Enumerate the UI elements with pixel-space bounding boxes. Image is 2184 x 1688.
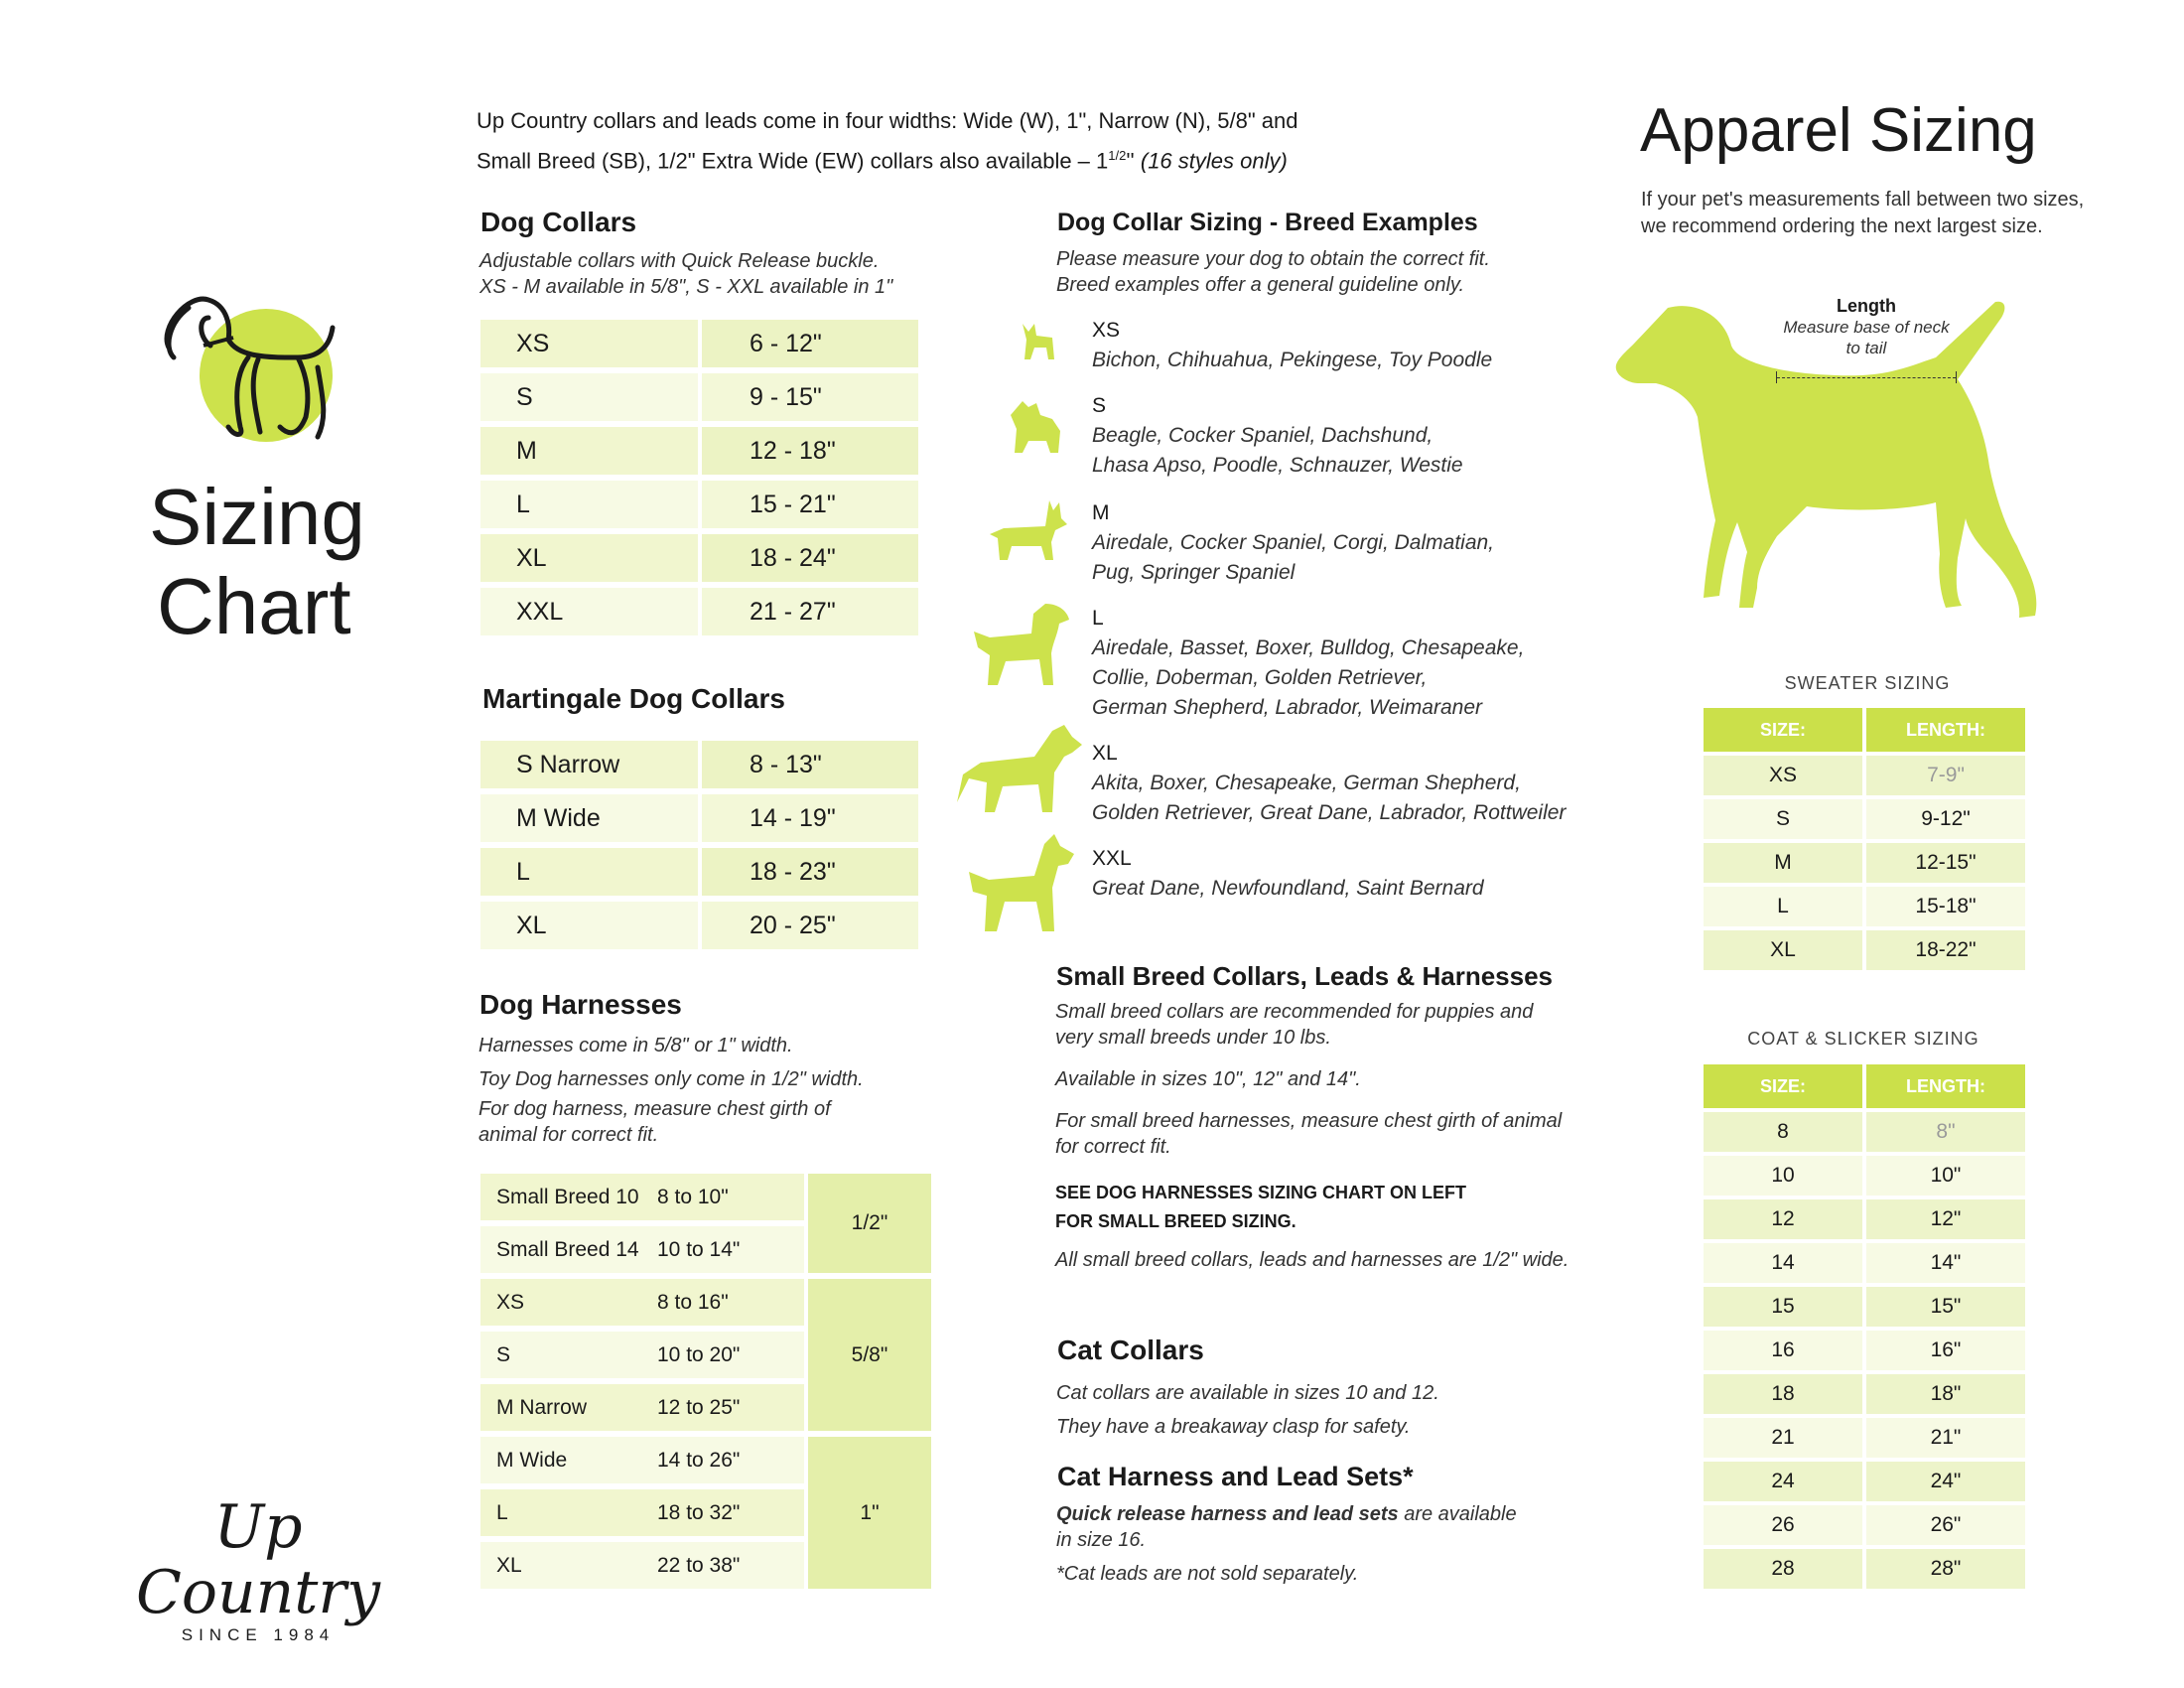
table-row: 8 8"	[1704, 1112, 2025, 1152]
breed-item-l: L Airedale, Basset, Boxer, Bulldog, Chesapeake, Collie, Doberman, Golden Retriever, German Shepherd, Labrador, Weimaraner	[1092, 607, 1525, 719]
breed-examples-note: Please measure your dog to obtain the correct fit. Breed examples offer a general guideline only.	[1056, 248, 1490, 296]
table-row: S 9 - 15"	[480, 373, 918, 421]
logo-name: Up Country	[135, 1492, 380, 1627]
dog-s-icon	[1003, 395, 1072, 457]
table-row: L 15-18"	[1704, 887, 2025, 926]
dog-xl-icon	[955, 723, 1084, 818]
small-breed-title: Small Breed Collars, Leads & Harnesses	[1056, 961, 1554, 991]
dog-xxl-icon	[965, 832, 1079, 935]
apparel-title: Apparel Sizing	[1640, 96, 2037, 165]
table-row: 24 24"	[1704, 1462, 2025, 1501]
chart-word: Chart	[157, 562, 351, 650]
table-row: L 15 - 21"	[480, 481, 918, 528]
table-row: XS 8 to 16" 5/8"	[480, 1279, 931, 1326]
length-tick-right	[1956, 371, 1957, 383]
table-row: 15 15"	[1704, 1287, 2025, 1327]
table-row: S 9-12"	[1704, 799, 2025, 839]
table-row: M 12-15"	[1704, 843, 2025, 883]
table-row: M Wide 14 to 26" 1"	[480, 1437, 931, 1483]
table-row: M 12 - 18"	[480, 427, 918, 475]
table-row: L 18 to 32"	[480, 1489, 931, 1536]
up-country-logo	[89, 1494, 427, 1645]
intro-text	[477, 103, 1449, 178]
dog-collars-note: Adjustable collars with Quick Release buckle. XS - M available in 5/8", S - XXL available in 1"	[479, 250, 893, 298]
table-row: S 10 to 20"	[480, 1332, 931, 1378]
harnesses-title: Dog Harnesses	[479, 989, 682, 1020]
small-breed-text: Small breed collars are recommended for puppies and very small breeds under 10 lbs. Available in sizes 10", 12" and 14". For small breed harnesses, measure chest girth of animal for correct fit. SEE DOG HARNESSES SIZING CHART ON LEFT FOR SMALL BREED SIZING. All small breed collars, leads and harnesses are 1/2" wide.	[1055, 1001, 1570, 1271]
width-one-inch: 1"	[804, 1437, 931, 1589]
table-row: L 18 - 23"	[480, 848, 918, 896]
harnesses-table	[480, 1168, 931, 1595]
table-row: 21 21"	[1704, 1418, 2025, 1458]
dog-collars-table	[480, 314, 918, 641]
martingale-table	[480, 735, 918, 955]
breed-item-xs: XS Bichon, Chihuahua, Pekingese, Toy Poodle	[1092, 319, 1493, 371]
table-row: XL 22 to 38"	[480, 1542, 931, 1589]
breed-item-m: M Airedale, Cocker Spaniel, Corgi, Dalmatian, Pug, Springer Spaniel	[1092, 501, 1495, 584]
intro-line-2: Small Breed (SB), 1/2" Extra Wide (EW) collars also available – $1^{1/2}''$ (16 styles only)	[477, 148, 1288, 174]
cat-collars-text: Cat collars are available in sizes 10 and 12. They have a breakaway clasp for safety.	[1056, 1382, 1439, 1438]
martingale-title: Martingale Dog Collars	[482, 683, 785, 714]
sizing-word: Sizing	[149, 473, 365, 561]
dog-xs-icon	[1013, 316, 1062, 365]
table-row: Small Breed 10 8 to 10" 1/2"	[480, 1174, 931, 1220]
coat-table: SIZE: LENGTH: 8 8" 10 10" 12 12" 14 14" 15 15" 16 16" 18 18" 21 21" 24 24" 26 26" 28 28"	[1704, 1060, 2025, 1593]
cat-harness-text: Quick release harness and lead sets are available in size 16. *Cat leads are not sold separately.	[1056, 1503, 1517, 1585]
table-row: 28 28"	[1704, 1549, 2025, 1589]
table-row: M Narrow 12 to 25"	[480, 1384, 931, 1431]
breed-examples-title: Dog Collar Sizing - Breed Examples	[1057, 209, 1478, 236]
sizing-chart-title	[149, 473, 365, 651]
table-row: XS 6 - 12"	[480, 320, 918, 367]
dog-line-icon	[149, 288, 347, 457]
apparel-note: If your pet's measurements fall between two sizes, we recommend ordering the next largest size.	[1641, 189, 2085, 237]
length-measure-line	[1777, 377, 1956, 378]
table-row: 16 16"	[1704, 1331, 2025, 1370]
table-row: XXL 21 - 27"	[480, 588, 918, 635]
length-tick-left	[1776, 371, 1777, 383]
table-row: Small Breed 14 10 to 14"	[480, 1226, 931, 1273]
cat-harness-title: Cat Harness and Lead Sets*	[1057, 1462, 1414, 1491]
table-row: M Wide 14 - 19"	[480, 794, 918, 842]
length-label: Length	[1837, 296, 1896, 316]
coat-title: COAT & SLICKER SIZING	[1747, 1029, 1979, 1049]
logo-since: SINCE 1984	[181, 1625, 336, 1644]
length-annotation: Length Measure base of neck to tail	[1747, 296, 1985, 358]
table-row: XL 18-22"	[1704, 930, 2025, 970]
sweater-table: SIZE: LENGTH: XS 7-9" S 9-12" M 12-15" L 15-18" XL 18-22"	[1704, 704, 2025, 974]
breed-item-s: S Beagle, Cocker Spaniel, Dachshund, Lhasa Apso, Poodle, Schnauzer, Westie	[1092, 394, 1463, 477]
width-half: 1/2"	[804, 1174, 931, 1273]
table-row: XS 7-9"	[1704, 756, 2025, 795]
table-row: 10 10"	[1704, 1156, 2025, 1196]
dog-l-icon	[968, 602, 1072, 691]
table-row: 26 26"	[1704, 1505, 2025, 1545]
table-row: S Narrow 8 - 13"	[480, 741, 918, 788]
table-row: 14 14"	[1704, 1243, 2025, 1283]
sweater-title: SWEATER SIZING	[1784, 673, 1951, 693]
table-row: 12 12"	[1704, 1199, 2025, 1239]
width-five-eighths: 5/8"	[804, 1279, 931, 1431]
breed-item-xxl: XXL Great Dane, Newfoundland, Saint Bernard	[1092, 847, 1484, 900]
dog-collars-title: Dog Collars	[480, 207, 637, 237]
table-row: XL 20 - 25"	[480, 902, 918, 949]
dog-m-icon	[988, 498, 1072, 566]
table-row: 18 18"	[1704, 1374, 2025, 1414]
breed-item-xl: XL Akita, Boxer, Chesapeake, German Shepherd, Golden Retriever, Great Dane, Labrador, Rottweiler	[1092, 742, 1567, 824]
table-row: XL 18 - 24"	[480, 534, 918, 582]
harnesses-notes: Harnesses come in 5/8" or 1" width. Toy Dog harnesses only come in 1/2" width. For dog harness, measure chest girth of animal for correct fit.	[478, 1035, 864, 1146]
intro-line-1: Up Country collars and leads come in four widths: Wide (W), 1", Narrow (N), 5/8" and	[477, 108, 1298, 133]
cat-collars-title: Cat Collars	[1057, 1335, 1204, 1365]
